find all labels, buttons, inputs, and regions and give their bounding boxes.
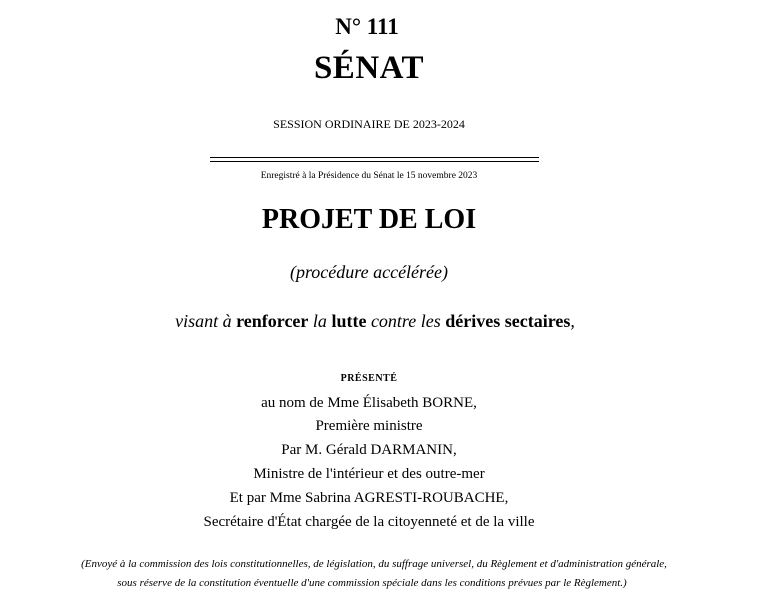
presenter-line: Ministre de l'intérieur et des outre-mer: [253, 466, 485, 482]
bill-title-part: la: [312, 311, 327, 331]
presenter-line: au nom de Mme Élisabeth BORNE,: [261, 395, 477, 411]
bill-type-heading: PROJET DE LOI: [261, 204, 477, 235]
session-label: SESSION ORDINAIRE DE 2023-2024: [273, 117, 465, 131]
bill-title-part: dérives sectaires: [445, 311, 571, 331]
commission-footnote-line-2: sous réserve de la constitution éventuelle d'une commission spéciale dans les conditions prévues par le Règlement.): [117, 577, 627, 589]
presenter-line: Secrétaire d'État chargée de la citoyenneté et de la ville: [203, 514, 535, 530]
presenter-line: Première ministre: [315, 418, 423, 434]
bill-title-part: contre les: [370, 311, 441, 331]
document-number: N° 111: [335, 14, 399, 39]
presenter-line: Par M. Gérald DARMANIN,: [281, 442, 457, 458]
presenter-line: Et par Mme Sabrina AGRESTI-ROUBACHE,: [229, 490, 509, 506]
divider-line-bottom: [210, 161, 539, 162]
bill-title-part: ,: [570, 311, 575, 331]
bill-title-part: renforcer: [236, 311, 309, 331]
commission-footnote-line-1: (Envoyé à la commission des lois constitutionnelles, de législation, du suffrage universel, du Règlement et d'administration générale,: [81, 558, 667, 570]
bill-title: [0, 311, 757, 332]
divider-line-top: [210, 157, 539, 158]
registration-note: Enregistré à la Présidence du Sénat le 15 novembre 2023: [260, 171, 478, 181]
chamber-title: SÉNAT: [313, 50, 425, 86]
bill-title-part: lutte: [331, 311, 367, 331]
bill-title-part: visant à: [175, 311, 232, 331]
procedure-label: (procédure accélérée): [289, 262, 449, 282]
presented-label: PRÉSENTÉ: [340, 373, 398, 384]
